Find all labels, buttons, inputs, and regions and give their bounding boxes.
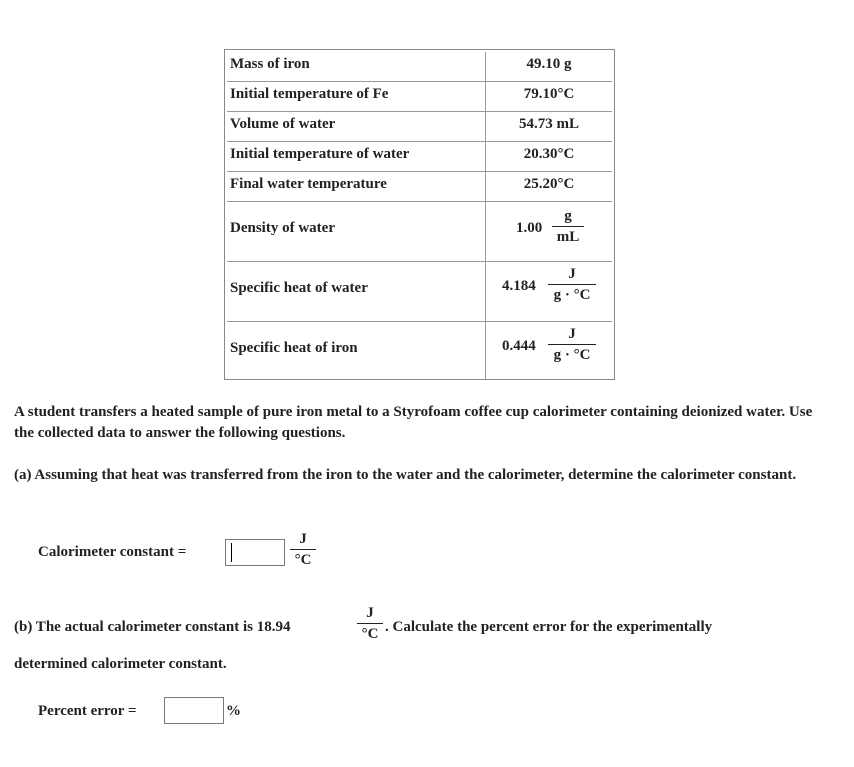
row-value: 20.30°C: [523, 146, 575, 162]
actual-constant-unit: [357, 605, 383, 642]
unit-numerator: J: [366, 605, 374, 621]
row-value: 4.184: [502, 278, 536, 294]
calorimeter-constant-label: Calorimeter constant =: [38, 544, 187, 560]
unit-denominator: g · °C: [553, 287, 591, 303]
percent-error-label: Percent error =: [38, 703, 137, 719]
calorimeter-constant-input[interactable]: [225, 539, 285, 566]
table-row: [227, 112, 612, 142]
unit-denominator: mL: [556, 229, 580, 245]
row-value: 25.20°C: [523, 176, 575, 192]
unit-denominator: g · °C: [553, 347, 591, 363]
calorimeter-constant-unit: [290, 531, 316, 568]
unit-numerator: g: [564, 208, 572, 224]
row-label: Volume of water: [230, 116, 336, 132]
percent-unit: %: [226, 703, 241, 719]
row-label: Initial temperature of water: [230, 146, 410, 162]
density-unit: [552, 208, 584, 245]
part-b-question-line2: determined calorimeter constant.: [14, 656, 227, 672]
table-row: [227, 322, 612, 379]
row-label: Specific heat of water: [230, 280, 368, 296]
part-a-question: (a) Assuming that heat was transferred from the iron to the water and the calorimeter, determine the calorimeter constant.: [14, 467, 797, 483]
unit-denominator: °C: [294, 552, 312, 568]
table-row: [227, 262, 612, 322]
table-row: [227, 82, 612, 112]
row-label: Initial temperature of Fe: [230, 86, 389, 102]
row-label: Specific heat of iron: [230, 340, 358, 356]
row-value: 79.10°C: [523, 86, 575, 102]
row-value: 54.73 mL: [519, 116, 579, 132]
row-label: Mass of iron: [230, 56, 310, 72]
row-value: 49.10 g: [526, 56, 572, 72]
part-b-question-end: . Calculate the percent error for the experimentally: [385, 619, 713, 635]
row-value: 1.00: [516, 220, 543, 236]
row-label: Final water temperature: [230, 176, 387, 192]
part-b-question-start: (b) The actual calorimeter constant is 18.94: [14, 619, 291, 635]
row-value: 0.444: [502, 338, 536, 354]
text-caret: [231, 543, 232, 562]
unit-numerator: J: [568, 326, 576, 342]
unit-numerator: J: [568, 266, 576, 282]
table-row: [227, 202, 612, 262]
percent-error-input[interactable]: [164, 697, 224, 724]
row-label: Density of water: [230, 220, 335, 236]
intro-text: A student transfers a heated sample of pure iron metal to a Styrofoam coffee cup calorimeter containing deionized water. Use the collected data to answer the following questions.: [14, 404, 813, 441]
percent-error-field[interactable]: [165, 698, 223, 723]
unit-denominator: °C: [361, 626, 379, 642]
specific-heat-water-unit: [548, 266, 596, 303]
table-row: [227, 52, 612, 82]
calorimeter-constant-field[interactable]: [226, 540, 284, 565]
unit-numerator: J: [299, 531, 307, 547]
table-row: [227, 142, 612, 172]
specific-heat-iron-unit: [548, 326, 596, 363]
table-row: [227, 172, 612, 202]
data-table: [224, 49, 615, 380]
